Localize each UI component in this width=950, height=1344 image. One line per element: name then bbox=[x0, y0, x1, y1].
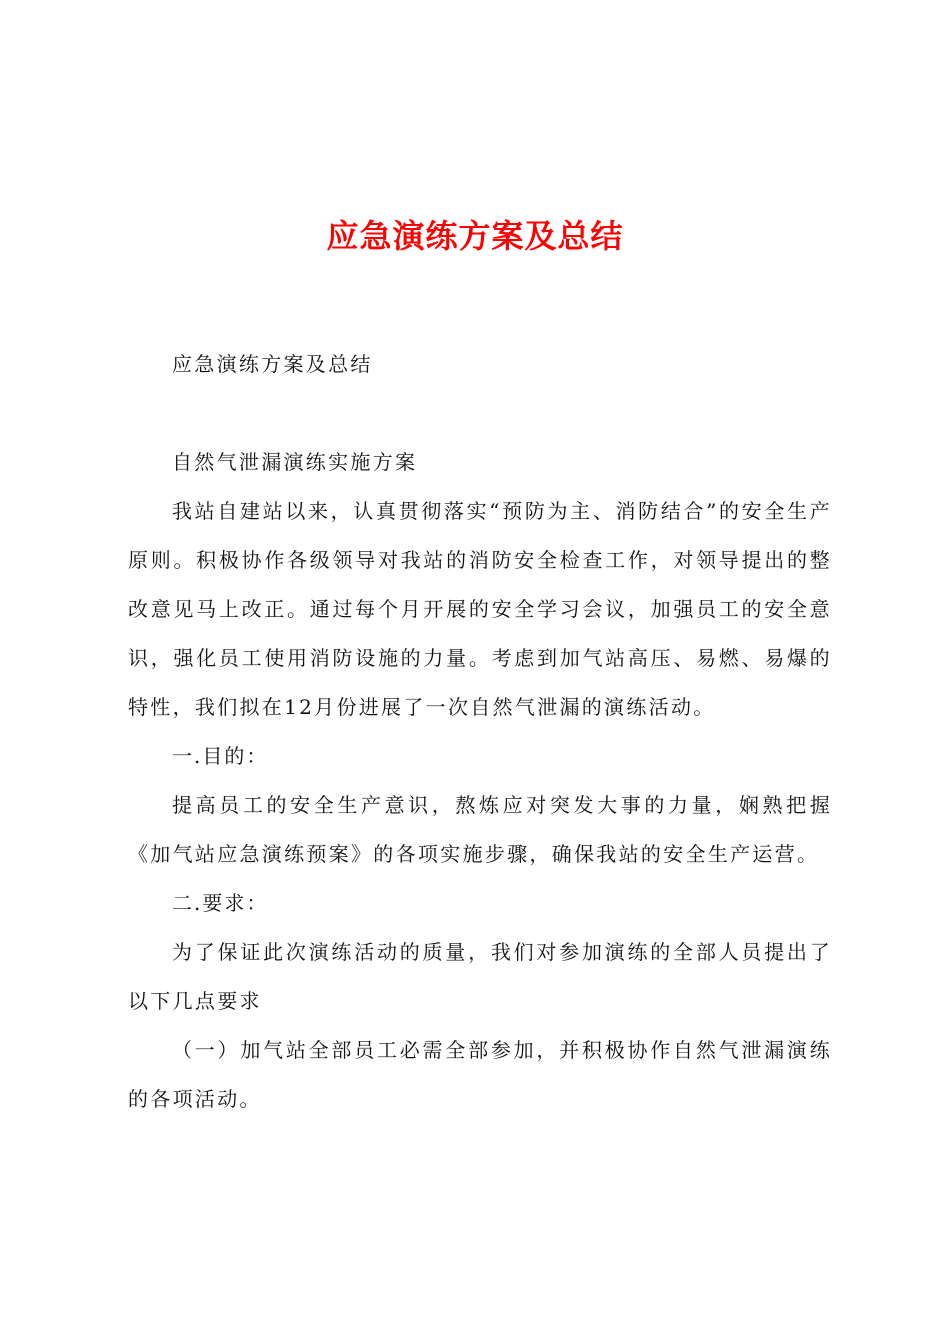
section-heading-purpose: 一.目的： bbox=[172, 744, 269, 768]
paragraph-gap bbox=[128, 389, 832, 438]
paragraph-requirements: 为了保证此次演练活动的质量，我们对参加演练的全部人员提出了以下几点要求 bbox=[128, 940, 832, 1013]
paragraph-subtitle: 应急演练方案及总结 bbox=[172, 352, 373, 376]
paragraph-requirement-1: （一）加气站全部员工必需全部参加，并积极协作自然气泄漏演练的各项活动。 bbox=[128, 1038, 832, 1111]
document-body bbox=[128, 340, 832, 1124]
paragraph-purpose: 提高员工的安全生产意识，熬炼应对突发大事的力量，娴熟把握《加气站应急演练预案》的各项实施步骤，确保我站的安全生产运营。 bbox=[128, 793, 832, 866]
paragraph-intro: 我站自建站以来，认真贯彻落实“预防为主、消防结合”的安全生产原则。积极协作各级领导对我站的消防安全检查工作，对领导提出的整改意见马上改正。通过每个月开展的安全学习会议，加强员工的安全意识，强化员工使用消防设施的力量。考虑到加气站高压、易燃、易爆的特性，我们拟在12月份进展了一次自然气泄漏的演练活动。 bbox=[128, 499, 832, 719]
document-title: 应急演练方案及总结 bbox=[326, 217, 624, 255]
paragraph-plan-title: 自然气泄漏演练实施方案 bbox=[172, 450, 418, 474]
section-heading-requirements: 二.要求： bbox=[172, 891, 269, 915]
